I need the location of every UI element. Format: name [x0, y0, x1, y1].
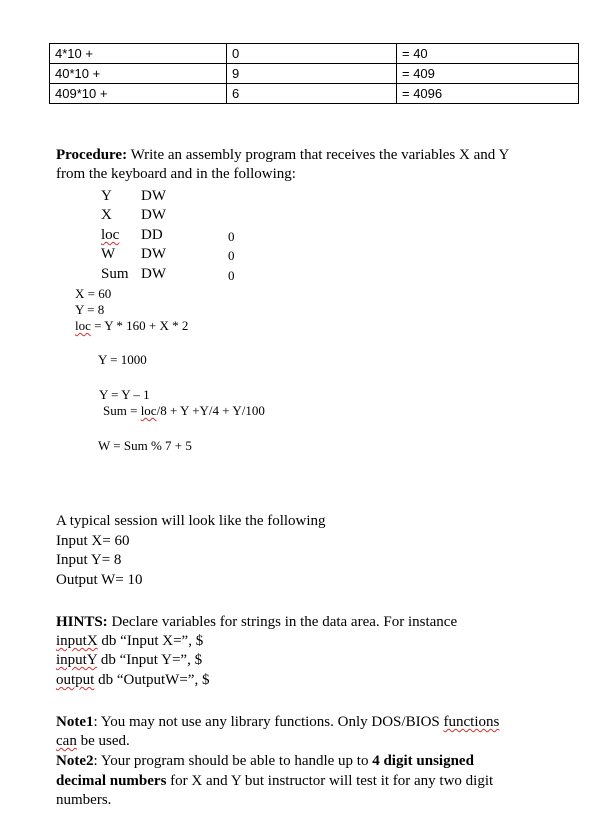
sum-loc-word: loc — [140, 403, 157, 418]
hints-text: Declare variables for strings in the data area. For instance — [107, 614, 458, 630]
sum-post: /8 + Y +Y/4 + Y/100 — [156, 403, 265, 418]
table-row — [50, 44, 579, 64]
decl-rest: db “OutputW=”, $ — [94, 672, 210, 688]
assign-w: W = Sum % 7 + 5 — [98, 438, 192, 453]
var-name: Y — [101, 188, 112, 204]
session-line: Input X= 60 — [56, 533, 130, 549]
var-name: loc — [101, 227, 120, 243]
note2-rest-2: for X and Y but instructor will test it for any two digit — [166, 773, 494, 789]
var-init: 0 — [228, 268, 235, 283]
var-type: DW — [141, 207, 166, 223]
assign-y: Y = 8 — [75, 302, 105, 317]
var-type: DW — [141, 246, 166, 262]
procedure-line-2: from the keyboard and in the following: — [56, 166, 296, 182]
var-init: 0 — [228, 248, 235, 263]
note2-text: : Your program should be able to handle up to — [93, 753, 373, 769]
var-type: DW — [141, 266, 166, 282]
sum-pre: Sum = — [103, 403, 141, 418]
hint-decl — [56, 672, 209, 689]
var-name: W — [101, 246, 116, 262]
decl-rest: db “Input Y=”, $ — [97, 652, 203, 668]
assign-loc — [75, 318, 188, 334]
procedure-text: Write an assembly program that receives the variables X and Y — [127, 147, 510, 163]
calculation-table — [49, 43, 579, 104]
note1-can: can — [56, 733, 77, 749]
var-init: 0 — [228, 229, 235, 244]
note2-label: Note2 — [56, 753, 94, 769]
table-cell-result: = 40 — [397, 44, 579, 64]
hints-label: HINTS: — [56, 614, 108, 630]
procedure-line-1 — [56, 147, 509, 164]
var-name: Sum — [101, 266, 129, 282]
note1-label: Note1 — [56, 714, 94, 730]
assign-y1000: Y = 1000 — [98, 352, 147, 367]
assign-ydec: Y = Y – 1 — [99, 387, 150, 402]
assign-sum — [103, 403, 265, 419]
procedure-label: Procedure: — [56, 147, 128, 163]
hint-decl — [56, 652, 202, 669]
note2-bold-1: 4 digit unsigned — [372, 753, 474, 769]
note1-end: be used. — [76, 733, 130, 749]
table-cell-digit: 6 — [227, 84, 397, 104]
session-intro: A typical session will look like the following — [56, 513, 326, 529]
assign-x: X = 60 — [75, 286, 112, 301]
decl-name: inputY — [56, 652, 98, 668]
decl-rest: db “Input X=”, $ — [97, 633, 204, 649]
table-cell-result: = 409 — [397, 64, 579, 84]
note1-text: : You may not use any library functions. Only DOS/BIOS — [93, 714, 444, 730]
table-cell-digit: 0 — [227, 44, 397, 64]
table-cell-expression: 40*10 + — [50, 64, 227, 84]
note1-functions: functions — [443, 714, 500, 730]
table-cell-expression: 409*10 + — [50, 84, 227, 104]
loc-word: loc — [75, 318, 91, 333]
var-type: DD — [141, 227, 163, 243]
decl-name: output — [56, 672, 95, 688]
note2-line-3: numbers. — [56, 792, 112, 808]
note1-line — [56, 714, 499, 731]
note2-line — [56, 753, 474, 770]
decl-name: inputX — [56, 633, 98, 649]
var-name: X — [101, 207, 112, 223]
loc-expr: = Y * 160 + X * 2 — [90, 318, 189, 333]
session-line: Input Y= 8 — [56, 552, 122, 568]
table-row — [50, 64, 579, 84]
hints-line — [56, 614, 457, 631]
note1-line-2 — [56, 733, 130, 750]
var-type: DW — [141, 188, 166, 204]
note2-bold-2: decimal numbers — [56, 773, 167, 789]
table-cell-digit: 9 — [227, 64, 397, 84]
table-cell-result: = 4096 — [397, 84, 579, 104]
hint-decl — [56, 633, 203, 650]
table-cell-expression: 4*10 + — [50, 44, 227, 64]
session-line: Output W= 10 — [56, 572, 143, 588]
table-row — [50, 84, 579, 104]
note2-line-2 — [56, 773, 493, 790]
